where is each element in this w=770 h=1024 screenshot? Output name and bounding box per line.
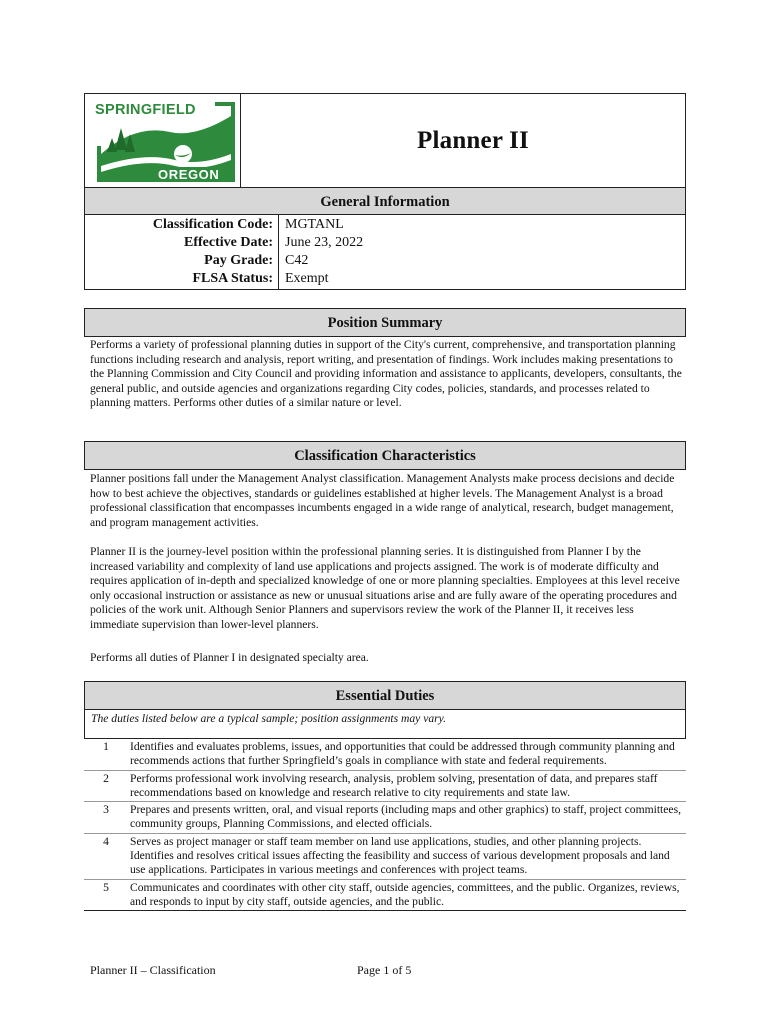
duty-number: 5 — [103, 880, 109, 894]
duty-item — [84, 880, 686, 911]
info-value: C42 — [285, 253, 309, 268]
duty-number: 1 — [103, 740, 109, 753]
duty-text: Communicates and coordinates with other city staff, outside agencies, committees, and the public. Organizes, reviews, and responds to input by city staff, outside agencies, and the public. — [130, 880, 680, 908]
info-row-classification-code — [85, 217, 687, 236]
duty-number: 2 — [103, 771, 109, 785]
duties-list — [84, 739, 686, 911]
footer-page-number: Page 1 of 5 — [357, 963, 412, 977]
duty-text: Prepares and presents written, oral, and visual reports (including maps and other graphics) to staff, project committees, community groups, Planning Commissions, and elected officials. — [130, 803, 681, 831]
characteristics-paragraph: Performs all duties of Planner I in designated specialty area. — [90, 651, 369, 664]
duty-number: 4 — [103, 834, 109, 848]
position-summary-text: Performs a variety of professional planning duties in support of the City's current, comprehensive, and transportation planning functions including research and analysis, report writing, and presentation of findings. Work includes making presentations to the Planning Commission and City Council and providing information and assistance to applicants, developers, consultants, the general public, and outside agencies and organizations regarding City codes, policies, standards, and processes related to planning matters. Performs other duties of a similar nature or level. — [90, 338, 682, 410]
title-cell — [241, 94, 685, 187]
info-label: Pay Grade: — [204, 253, 273, 268]
duty-number: 3 — [103, 803, 109, 817]
info-value: MGTANL — [285, 217, 344, 232]
info-label: Classification Code: — [152, 217, 273, 232]
info-value: Exempt — [285, 271, 329, 286]
duty-item — [84, 771, 686, 803]
logo-cell — [85, 94, 241, 187]
page-title: Planner II — [417, 126, 529, 154]
footer-document-name: Planner II – Classification — [90, 963, 216, 977]
position-summary-heading: Position Summary — [84, 308, 686, 337]
general-information-table — [84, 215, 686, 290]
info-row-effective-date — [85, 235, 687, 254]
duty-item — [84, 739, 686, 771]
duty-item — [84, 834, 686, 880]
info-label: FLSA Status: — [192, 271, 273, 286]
duty-text: Identifies and evaluates problems, issues, and opportunities that could be addressed through community planning and recommends actions that further Springfield’s goals in compliance with state and federal requirements. — [130, 740, 675, 768]
characteristics-paragraph: Planner positions fall under the Management Analyst classification. Management Analysts make process decisions and decide how to best achieve the objectives, standards or guidelines established at higher levels. The Management Analyst is a broad professional classification that encompasses incumbents engaged in a wide range of analytical, research, budget management, and program management activities. — [90, 472, 675, 529]
info-value: June 23, 2022 — [285, 235, 364, 250]
general-information-heading: General Information — [84, 187, 686, 215]
duty-item — [84, 802, 686, 834]
info-label: Effective Date: — [183, 235, 273, 250]
duty-text: Serves as project manager or staff team member on land use applications, studies, and other planning projects. Identifies and resolves critical issues affecting the feasibility and success of various development proposals and land use applications. Participates in various meetings and conferences with project teams. — [130, 834, 670, 877]
classification-characteristics-heading: Classification Characteristics — [84, 441, 686, 470]
svg-text:OREGON: OREGON — [158, 167, 220, 182]
essential-duties-note: The duties listed below are a typical sample; position assignments may vary. — [84, 710, 686, 739]
duty-text: Performs professional work involving research, analysis, problem solving, presentation of data, and prepares staff recommendations based on knowledge and research relative to city requirements and state law. — [130, 771, 658, 799]
header-table — [84, 93, 686, 187]
characteristics-paragraph: Planner II is the journey-level position within the professional planning series. It is distinguished from Planner I by the increased variability and complexity of land use applications and projects assigned. The work is of moderate difficulty and requires application of in-depth and specialized knowledge of one or more planning specialties. Employees at this level receive only occasional instruction or assistance as new or unusual situations arise and are fully aware of the operating procedures and policies of the work unit. Although Senior Planners and supervisors review the work of the Planner II, it receives less immediate supervision than lower-level planners. — [90, 545, 680, 631]
springfield-oregon-logo — [85, 94, 241, 187]
essential-duties-heading: Essential Duties — [84, 681, 686, 710]
info-row-flsa-status — [85, 271, 687, 290]
svg-text:SPRINGFIELD: SPRINGFIELD — [95, 102, 196, 118]
info-row-pay-grade — [85, 253, 687, 272]
